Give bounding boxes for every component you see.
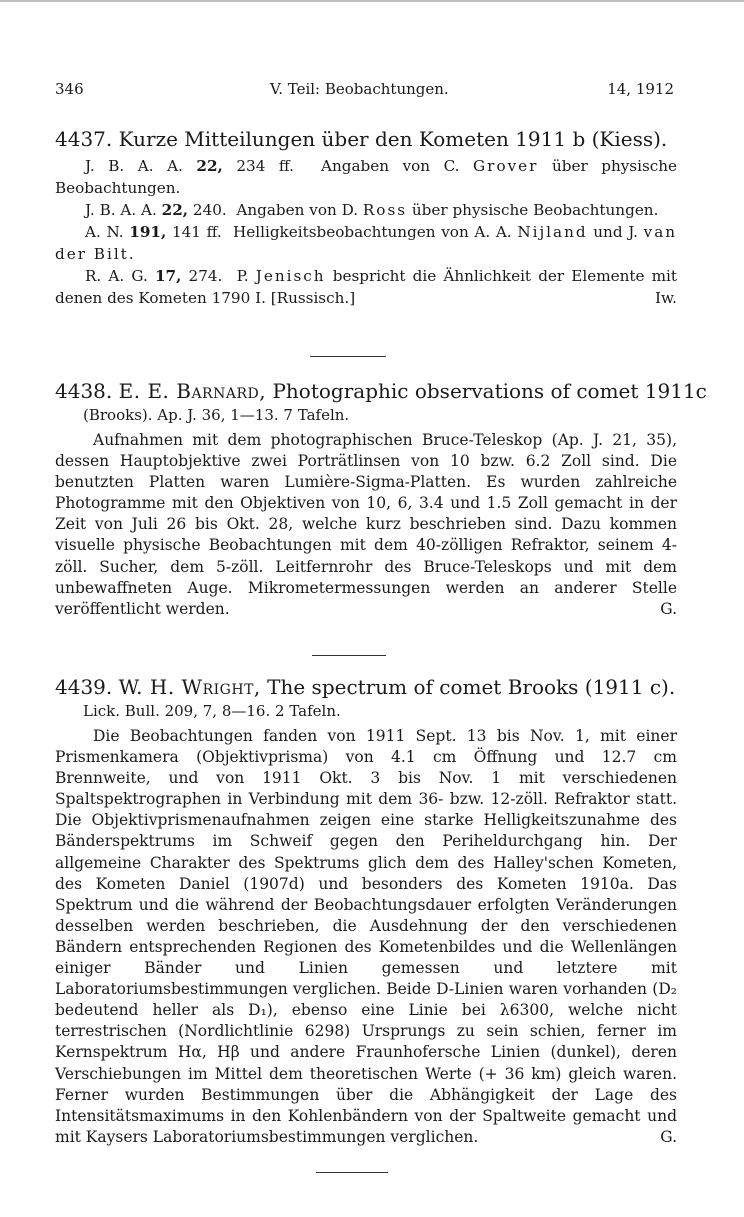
section-divider — [312, 655, 386, 656]
entry-title-text: Photographic observations of comet 1911c — [272, 379, 707, 403]
author-name: E. E. Barnard, — [118, 379, 267, 403]
person-name: Grover — [473, 157, 539, 175]
abstract-body: Die Beobachtungen fanden von 1911 Sept. 13 bis Nov. 1, mit einer Prismenkamera (Objektivprisma) von 4.1 cm Öffnung und 12.7 cm Brennweite, und von 1911 Okt. 3 bis Nov. 1 mit verschiedenen Spaltspektrographen in Verbindung mit dem 36- bzw. 12-zöll. Refraktor statt. Die Objektivprismenaufnahmen zeigen eine starke Helligkeitszunahme des Bänderspektrums im Schweif gegen den Periheldurchgang hin. Der allgemeine Charakter des Spektrums glich dem des Halley'schen Kometen, des Kometen Daniel (1907d) und besonders des Kometen 1910a. Das Spektrum und die während der Beobachtungsdauer erfolgten Veränderungen desselben werden beschrieben, die Ausdehnung der den verschiedenen Bändern entsprechenden Regionen des Kometenbildes und die Wellenlängen einiger Bänder und Linien gemessen und letztere mit Laboratoriumsbestimmungen verglichen. Beide D-Linien waren vorhanden (D₂ bedeutend heller als D₁), ebenso eine Linie bei λ6300, welche nicht terrestrischen (Nordlichtlinie 6298) Ursprungs zu sein schien, ferner im Kernspektrum Hα, Hβ und andere Fraunhofersche Linien (dunkel), deren Verschiebungen im Mittel dem theoretischen Werte (+ 36 km) gleich waren. Ferner wurden Bestimmungen über die Abhängigkeit der Lage des Intensitätsmaximums in den Kohlenbändern von der Spaltweite gemacht und mit Kaysers Laboratoriumsbestimmungen verglichen. G. — [55, 726, 677, 1148]
reference-item: A. N. 191, 141 ff. Helligkeitsbeobachtungen von A. A. Nijland und J. van der Bilt. — [55, 223, 678, 263]
entry-number: 4438. — [55, 379, 113, 403]
entry-4438 — [55, 378, 707, 620]
entry-4439 — [55, 674, 677, 1148]
entry-number: 4439. — [55, 675, 113, 699]
page-number: 346 — [55, 80, 84, 98]
entry-title — [55, 674, 677, 700]
entry-title — [55, 126, 677, 152]
reference-item: J. B. A. A. 22, 234 ff. Angaben von C. Grover über physische Beobachtungen. — [55, 157, 678, 197]
running-title: V. Teil: Beobachtungen. — [270, 80, 449, 98]
author-name: W. H. Wright, — [118, 675, 261, 699]
entry-title-text: Kurze Mitteilungen über den Kometen 1911 b (Kiess). — [118, 127, 668, 151]
year-mark: 14, 1912 — [607, 80, 674, 98]
reviewer-initials: G. — [660, 599, 677, 618]
reviewer-initials: G. — [660, 1127, 677, 1146]
citation-line: (Brooks). Ap. J. 36, 1—13. 7 Tafeln. — [83, 406, 350, 424]
running-header — [55, 80, 674, 104]
section-divider — [316, 1172, 388, 1173]
reference-item: J. B. A. A. 22, 240. Angaben von D. Ross über physische Beobachtungen. — [85, 201, 659, 219]
entry-title-text: The spectrum of comet Brooks (1911 c). — [267, 675, 676, 699]
citation-line: Lick. Bull. 209, 7, 8—16. 2 Tafeln. — [83, 702, 341, 720]
reference-item: R. A. G. 17, 274. P. Jenisch bespricht die Ähnlichkeit der Elemente mit denen des Kometen 1790 I. [Russisch.] Iw. — [55, 267, 678, 307]
entry-title — [55, 378, 707, 404]
abstract-body: Aufnahmen mit dem photographischen Bruce-Teleskop (Ap. J. 21, 35), dessen Hauptobjektive zwei Porträtlinsen von 10 bzw. 6.2 Zoll sind. Die benutzten Platten waren Lumière-Sigma-Platten. Es wurden zahlreiche Photogramme mit den Objektiven von 10, 6, 3.4 und 1.5 Zoll gemacht in der Zeit von Juli 26 bis Okt. 28, welche kurz beschrieben sind. Dazu kommen visuelle physische Beobachtungen mit dem 40-zölligen Refraktor, seinem 4-zöll. Sucher, dem 5-zöll. Leitfernrohr des Bruce-Teleskops und mit dem unbewaffneten Auge. Mikrometermessungen werden an anderer Stelle veröffentlicht werden. G. — [55, 430, 677, 620]
reviewer-initials: Iw. — [654, 289, 677, 307]
person-name: Nijland — [517, 223, 588, 241]
person-name: Jenisch — [255, 267, 326, 285]
person-name: Ross — [362, 201, 408, 219]
top-edge-rule — [0, 0, 744, 2]
entry-4437 — [55, 126, 677, 309]
person-name: van der Bilt. — [55, 223, 678, 263]
entry-number: 4437. — [55, 127, 113, 151]
section-divider — [310, 356, 386, 357]
